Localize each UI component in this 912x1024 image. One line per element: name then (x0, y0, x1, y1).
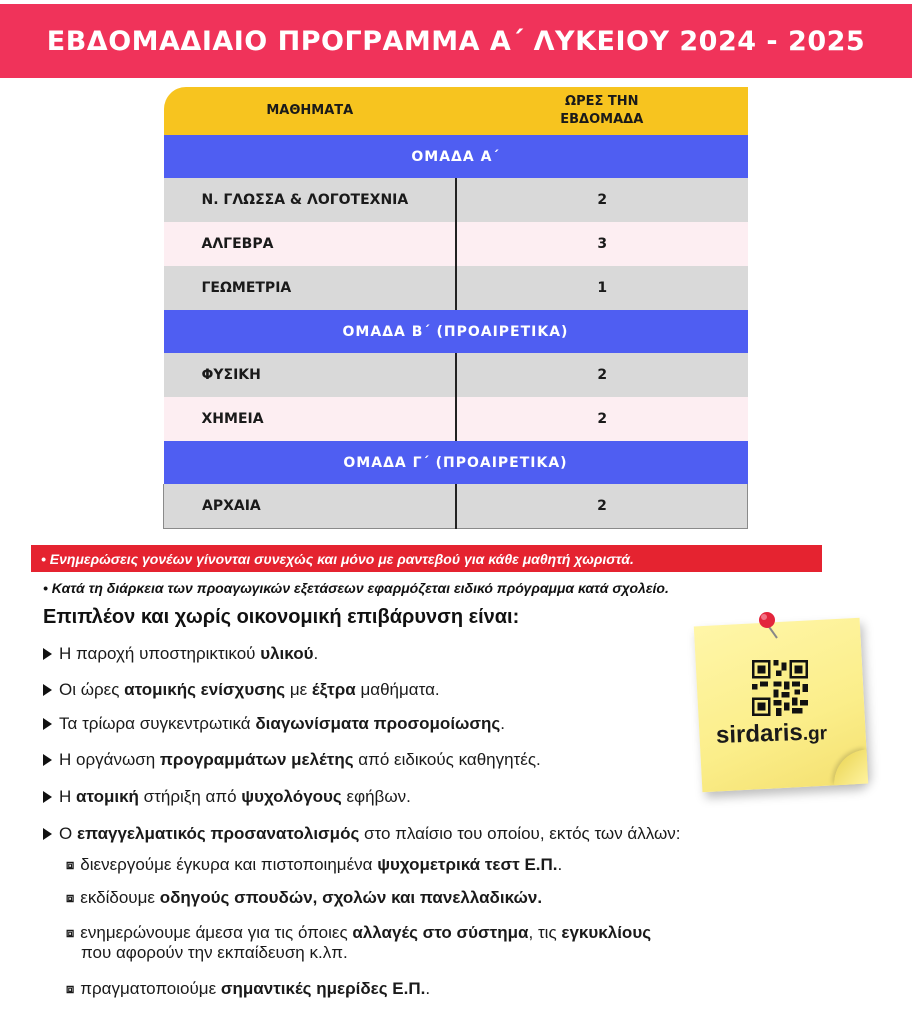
exam-period-note: • Κατά τη διάρκεια των προαγωγικών εξετάσεων εφαρμόζεται ειδικό πρόγραμμα κατά σχολείο. (43, 580, 669, 596)
arrow-bullet-icon: ⧈ (66, 925, 75, 940)
extras-heading: Επιπλέον και χωρίς οικονομική επιβάρυνση είναι: (43, 606, 520, 628)
qr-code-icon (752, 660, 808, 716)
group-header-a (164, 135, 748, 178)
hours-cell: 2 (456, 397, 747, 441)
table-row (164, 397, 748, 441)
hours-cell: 1 (456, 266, 747, 310)
bullet-study-programs (43, 750, 541, 770)
subject-cell: ΧΗΜΕΙΑ (164, 397, 457, 441)
hours-cell: 2 (456, 178, 747, 222)
table-row (164, 484, 748, 528)
website-label: sirdaris.gr (715, 718, 828, 749)
bullet-psychologists (43, 787, 411, 807)
column-header-subjects: ΜΑΘΗΜΑΤΑ (164, 87, 457, 135)
subject-cell: ΑΛΓΕΒΡΑ (164, 222, 457, 266)
sub-bullet-seminars: ⧈ πραγματοποιούμε σημαντικές ημερίδες Ε.Π.. (66, 979, 431, 998)
triangle-bullet-icon (43, 828, 52, 840)
bullet-career-guidance (43, 824, 681, 844)
sub-bullet-continuation: που αφορούν την εκπαίδευση κ.λπ. (81, 943, 348, 962)
bullet-text: Η οργάνωση προγραμμάτων μελέτης από ειδικούς καθηγητές. (59, 750, 541, 769)
group-title: ΟΜΑΔΑ Β΄ (ΠΡΟΑΙΡΕΤΙΚΑ) (164, 310, 748, 353)
sub-bullet-study-guides: ⧈ εκδίδουμε οδηγούς σπουδών, σχολών και πανελλαδικών. (66, 888, 543, 907)
bullet-individual-help (43, 680, 440, 700)
sub-bullet-system-changes: ⧈ ενημερώνουμε άμεσα για τις όποιες αλλαγές στο σύστημα, τις εγκυκλίους που αφορούν την εκπαίδευση κ.λπ. (66, 923, 652, 962)
table-row (164, 178, 748, 222)
group-header-c (164, 441, 748, 484)
bullet-text: Η παροχή υποστηρικτικού υλικού. (59, 644, 319, 663)
column-header-hours (456, 87, 747, 135)
triangle-bullet-icon (43, 648, 52, 660)
bullet-mock-exams (43, 714, 505, 734)
triangle-bullet-icon (43, 684, 52, 696)
table-row (164, 222, 748, 266)
hours-header-line2: ΕΒΔΟΜΑΔΑ (560, 112, 644, 127)
bullet-text: Η ατομική στήριξη από ψυχολόγους εφήβων. (59, 787, 411, 806)
table-row (164, 266, 748, 310)
triangle-bullet-icon (43, 718, 52, 730)
group-header-b (164, 310, 748, 353)
triangle-bullet-icon (43, 791, 52, 803)
table-header-row (164, 87, 748, 135)
push-pin-icon (757, 610, 783, 640)
group-title: ΟΜΑΔΑ Γ΄ (ΠΡΟΑΙΡΕΤΙΚΑ) (164, 441, 748, 484)
bullet-support-material (43, 644, 318, 664)
hours-cell: 2 (456, 484, 747, 528)
subject-cell: Ν. ΓΛΩΣΣΑ & ΛΟΓΟΤΕΧΝΙΑ (164, 178, 457, 222)
page-curl (832, 750, 868, 786)
hours-cell: 2 (456, 353, 747, 397)
schedule-table (163, 87, 748, 529)
parent-meetings-note: • Ενημερώσεις γονέων γίνονται συνεχώς και μόνο με ραντεβού για κάθε μαθητή χωριστά. (31, 545, 822, 572)
triangle-bullet-icon (43, 754, 52, 766)
arrow-bullet-icon: ⧈ (66, 857, 75, 872)
hours-header-line1: ΩΡΕΣ ΤΗΝ (565, 94, 639, 109)
group-title: ΟΜΑΔΑ Α΄ (164, 135, 748, 178)
page-title: ΕΒΔΟΜΑΔΙΑΙΟ ΠΡΟΓΡΑΜΜΑ Α΄ ΛΥΚΕΙΟΥ 2024 - 2025 (0, 4, 912, 78)
subject-cell: ΑΡΧΑΙΑ (164, 484, 457, 528)
bullet-text: Τα τρίωρα συγκεντρωτικά διαγωνίσματα προσομοίωσης. (59, 714, 505, 733)
sub-bullet-psychometric-tests: ⧈ διενεργούμε έγκυρα και πιστοποιημένα ψυχομετρικά τεστ Ε.Π.. (66, 855, 563, 874)
hours-cell: 3 (456, 222, 747, 266)
subject-cell: ΦΥΣΙΚΗ (164, 353, 457, 397)
arrow-bullet-icon: ⧈ (66, 981, 75, 996)
bullet-text: Οι ώρες ατομικής ενίσχυσης με έξτρα μαθήματα. (59, 680, 440, 699)
arrow-bullet-icon: ⧈ (66, 890, 75, 905)
table-row (164, 353, 748, 397)
bullet-text: Ο επαγγελματικός προσανατολισμός στο πλαίσιο του οποίου, εκτός των άλλων: (59, 824, 681, 843)
subject-cell: ΓΕΩΜΕΤΡΙΑ (164, 266, 457, 310)
